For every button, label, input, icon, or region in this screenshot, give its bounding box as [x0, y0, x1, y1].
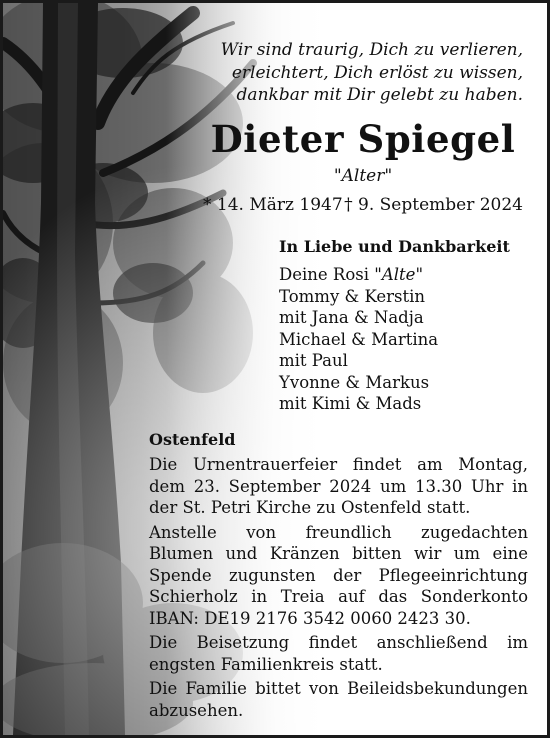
mourners-list [279, 264, 438, 415]
paragraph-burial [149, 632, 528, 675]
text-line: Anstelle von freundlich zugedachten [149, 522, 528, 542]
text-line: Die Beisetzung findet anschließend im [149, 633, 528, 652]
mourner-line: mit Kimi & Mads [279, 394, 422, 413]
mourner-line: mit Jana & Nadja [279, 308, 424, 327]
mourner-line: Yvonne & Markus [279, 372, 430, 392]
obituary-content [3, 3, 547, 735]
mourner-line: Michael & Martina [279, 329, 439, 349]
mourner-line: mit Paul [279, 351, 348, 370]
mourner-first-alias: "Alte" [374, 265, 424, 284]
text-line: Blumen und Kränzen bitten wir um eine [149, 544, 528, 563]
paragraph-donation [149, 522, 528, 630]
text-line: abzusehen. [149, 700, 244, 720]
poem-line: Wir sind traurig, Dich zu verlieren, [220, 40, 523, 60]
mourners-heading: In Liebe und Dankbarkeit [279, 237, 510, 256]
text-line: der St. Petri Kirche zu Ostenfeld statt. [149, 498, 471, 517]
death-date: † 9. September 2024 [344, 195, 523, 215]
location-heading: Ostenfeld [149, 430, 236, 449]
paragraph-condolences [149, 678, 528, 721]
poem-line: dankbar mit Dir gelebt zu haben. [236, 85, 523, 105]
birth-date: * 14. März 1947 [203, 195, 343, 215]
service-details [149, 454, 528, 724]
text-line: IBAN: DE19 2176 3542 0060 2423 30. [149, 608, 471, 628]
deceased-name: Dieter Spiegel [210, 117, 516, 161]
paragraph-ceremony [149, 454, 528, 519]
text-line: Schierholz in Treia auf das Sonderkonto [149, 587, 528, 606]
deceased-nickname: "Alter" [333, 166, 393, 186]
mourner-line [279, 264, 438, 286]
text-line: engsten Familienkreis statt. [149, 654, 383, 674]
text-line: Spende zugunsten der Pflegeeinrichtung [149, 565, 528, 585]
poem-line: erleichtert, Dich erlöst zu wissen, [231, 62, 523, 83]
poem [183, 39, 523, 107]
text-line: dem 23. September 2024 um 13.30 Uhr in [149, 476, 528, 496]
text-line: Die Urnentrauerfeier findet am Montag, [149, 455, 528, 474]
mourner-first-name: Deine Rosi [279, 265, 370, 284]
mourner-line: Tommy & Kerstin [279, 286, 425, 306]
text-line: Die Familie bittet von Beileidsbekundungen [149, 679, 528, 698]
